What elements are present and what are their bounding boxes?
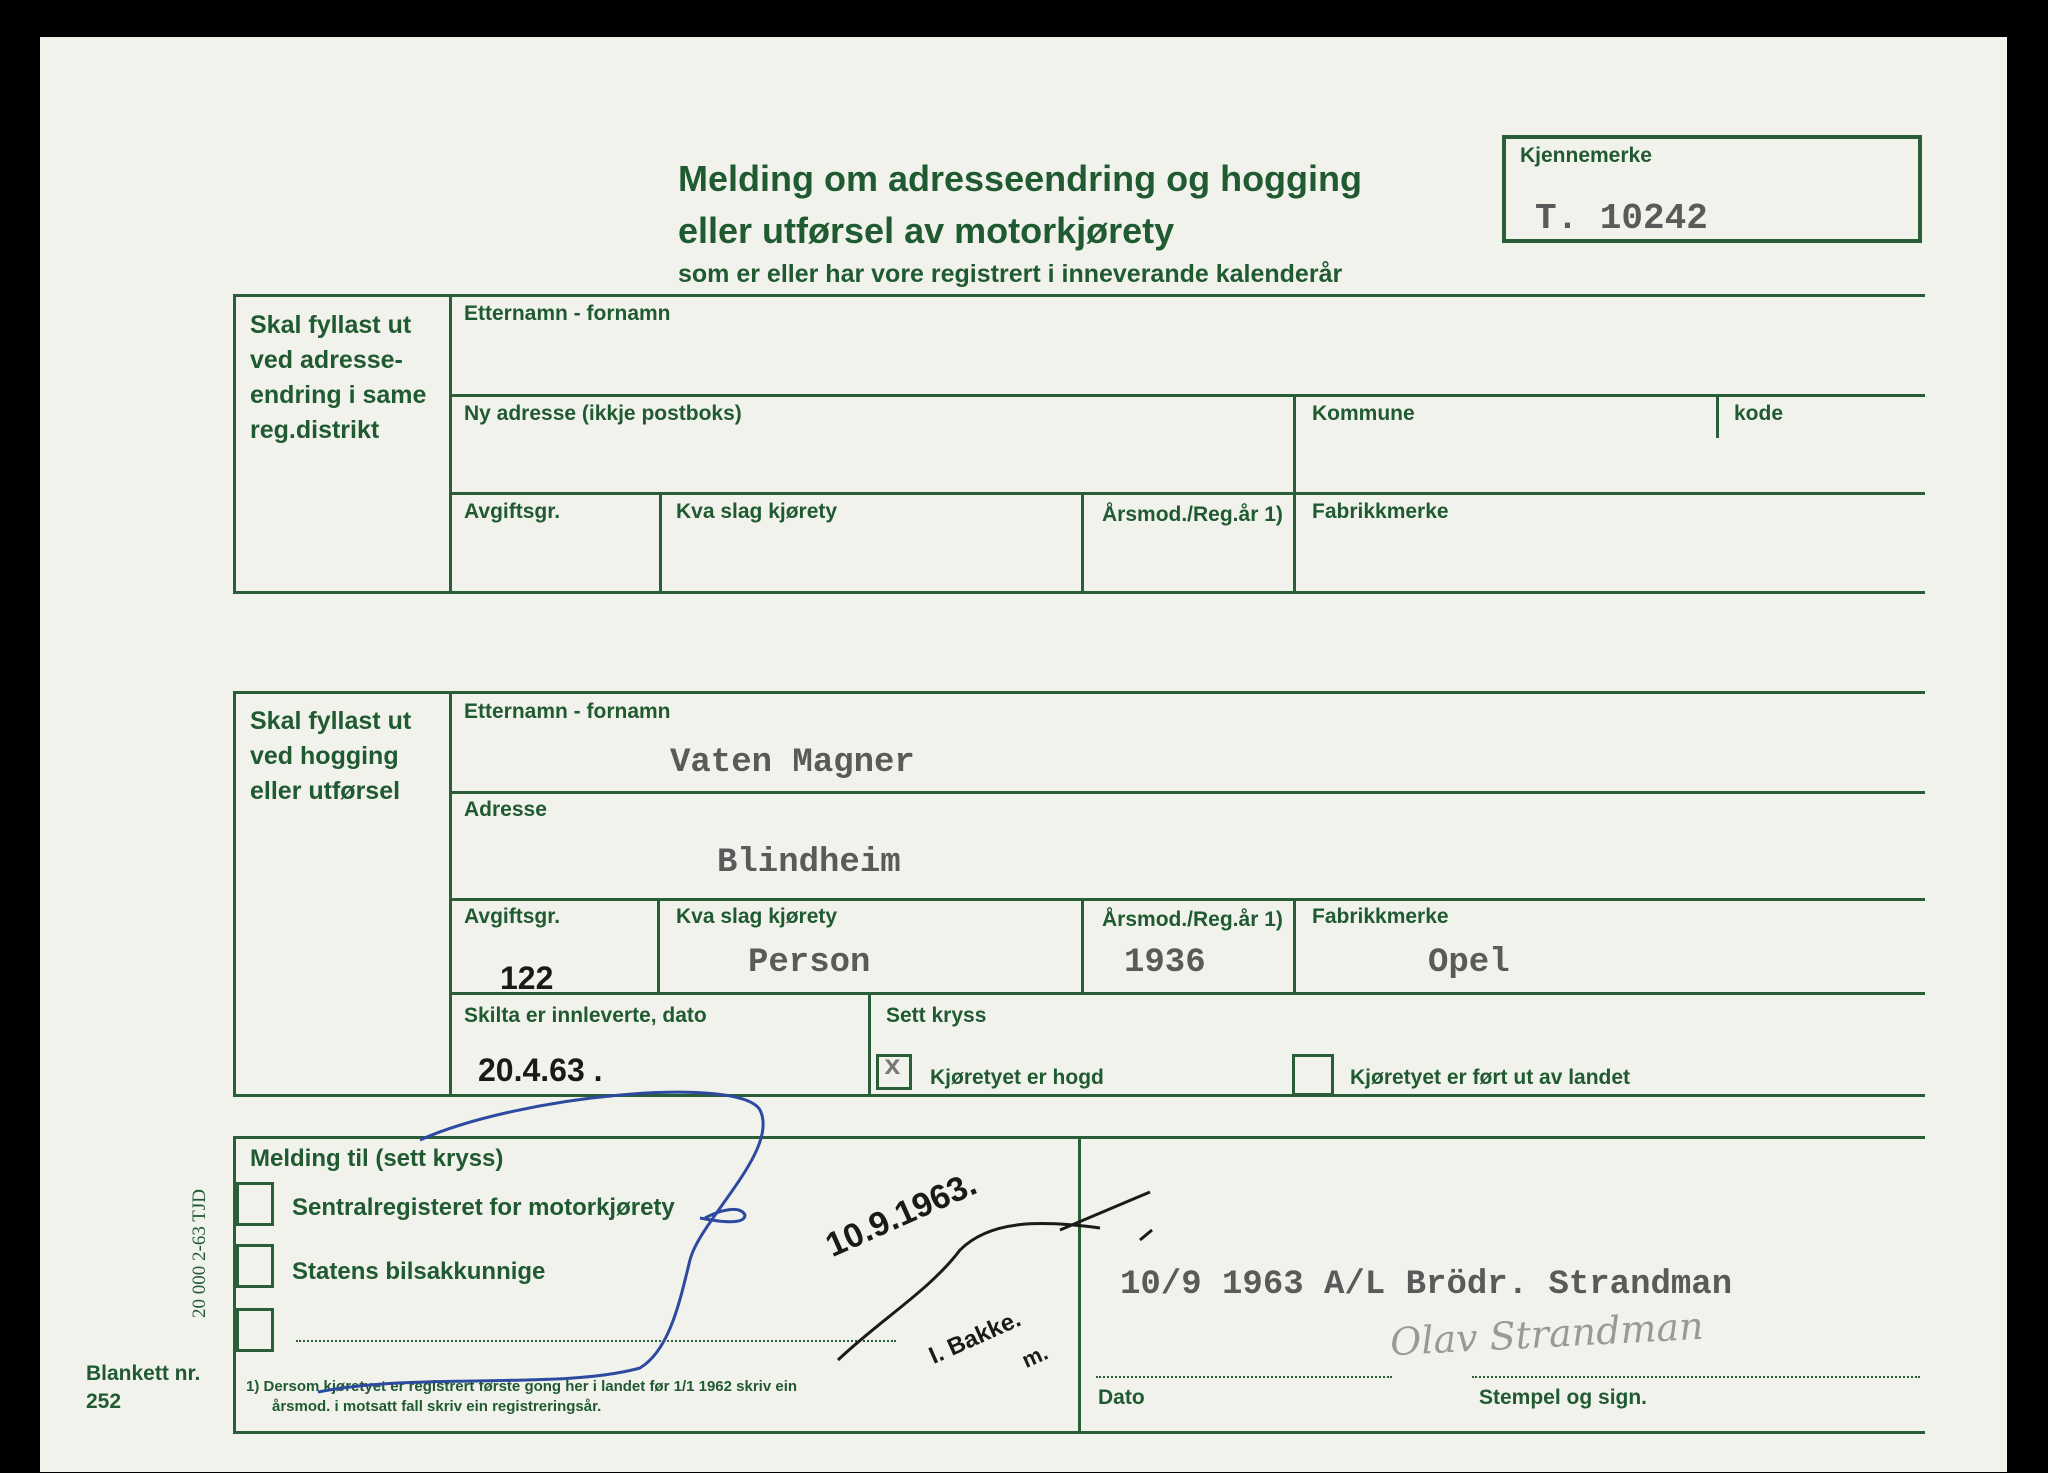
side-print-code: 20 000 2-63 TJD [189, 1189, 210, 1318]
arsmod-label: Årsmod./Reg.år 1) [1102, 503, 1283, 526]
side-label-line: endring i same [250, 381, 427, 409]
footnote-line2: årsmod. i motsatt fall skriv ein registreringsår. [272, 1398, 602, 1415]
stempel-label: Stempel og sign. [1479, 1386, 1648, 1409]
blankett-nr-value: 252 [86, 1390, 122, 1413]
blankett-nr-label: Blankett nr. [86, 1362, 201, 1385]
sett-kryss-label: Sett kryss [886, 1004, 987, 1027]
footnote-line1: 1) Dersom kjøretyet er registrert første gong her i landet før 1/1 1962 skriv ein [246, 1378, 798, 1395]
kjorety-slag-label: Kva slag kjørety [676, 500, 838, 523]
avgiftsgr-label: Avgiftsgr. [464, 905, 561, 928]
side-label-line: eller utførsel [250, 777, 401, 805]
ink-signature-stroke [838, 1223, 1100, 1360]
registration-label: Kjennemerke [1520, 144, 1652, 167]
avgiftsgr-value: 122 [500, 960, 554, 996]
fabrikkmerke-label: Fabrikkmerke [1312, 905, 1449, 928]
signature-image: Olav Strandman [1389, 1303, 1705, 1365]
stamp-date: 10.9.1963. [820, 1164, 983, 1265]
adresse-label: Adresse [464, 798, 547, 821]
form-title-line3: som er eller har vore registrert i inneverande kalenderår [678, 260, 1343, 288]
side-label-line: ved hogging [250, 742, 399, 770]
stempel-value: 10/9 1963 A/L Brödr. Strandman [1120, 1266, 1733, 1304]
skilta-value: 20.4.63 . [478, 1052, 603, 1088]
avgiftsgr-label: Avgiftsgr. [464, 500, 561, 523]
pen-stroke [318, 1092, 763, 1392]
hogd-label: Kjøretyet er hogd [930, 1066, 1104, 1089]
etternamn-label: Etternamn - fornamn [464, 302, 671, 325]
pen-stroke [700, 1209, 745, 1221]
adresse-value: Blindheim [717, 844, 901, 882]
bilsakkunnige-label: Statens bilsakkunnige [292, 1258, 546, 1285]
arsmod-label: Årsmod./Reg.år 1) [1102, 908, 1283, 931]
arsmod-value: 1936 [1124, 944, 1206, 982]
ny-adresse-label: Ny adresse (ikkje postboks) [464, 402, 742, 425]
stamp-name: I. Bakke. [925, 1305, 1025, 1370]
side-label-line: ved adresse- [250, 346, 403, 374]
side-label-line: reg.distrikt [250, 416, 380, 444]
ink-signature-stroke [1060, 1192, 1152, 1240]
form-title-line1: Melding om adresseendring og hogging [678, 158, 1363, 199]
dato-label: Dato [1098, 1386, 1145, 1409]
stamp-suffix: m. [1018, 1339, 1052, 1373]
utfort-label: Kjøretyet er ført ut av landet [1350, 1066, 1631, 1089]
fabrikkmerke-value: Opel [1428, 944, 1510, 982]
registration-value: T. 10242 [1535, 198, 1708, 239]
melding-til-label: Melding til (sett kryss) [250, 1145, 504, 1172]
skilta-label: Skilta er innleverte, dato [464, 1004, 707, 1027]
etternamn-label: Etternamn - fornamn [464, 700, 671, 723]
etternamn-value: Vaten Magner [670, 744, 915, 782]
hogd-check-mark: x [884, 1052, 901, 1083]
form-title-line2: eller utførsel av motorkjørety [678, 210, 1175, 251]
kode-label: kode [1734, 402, 1784, 425]
kommune-label: Kommune [1312, 402, 1415, 425]
fabrikkmerke-label: Fabrikkmerke [1312, 500, 1449, 523]
side-label-line: Skal fyllast ut [250, 311, 412, 339]
kjorety-slag-value: Person [748, 944, 871, 982]
side-label-line: Skal fyllast ut [250, 707, 412, 735]
kjorety-slag-label: Kva slag kjørety [676, 905, 838, 928]
sentralregister-label: Sentralregisteret for motorkjørety [292, 1194, 675, 1221]
